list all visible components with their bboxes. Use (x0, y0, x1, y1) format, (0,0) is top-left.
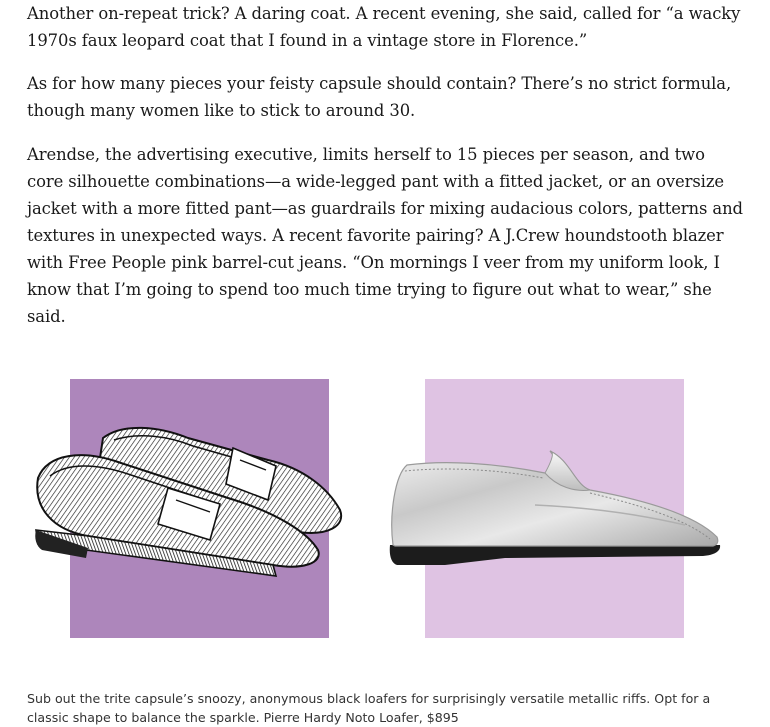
silver-loafer-shape (390, 451, 720, 565)
penny-loafers-illustration (28, 418, 373, 583)
figure-caption: Sub out the trite capsule’s snoozy, anonymous black loafers for surprisingly versatile metallic riffs. Opt for a classic shape to balance the sparkle. Pierre Hardy Noto Loafer, $895 (27, 691, 711, 725)
back-loafer-shape (100, 428, 341, 540)
article-paragraph-1: Another on-repeat trick? A daring coat. A recent evening, she said, called for “a wacky 1970s faux leopard coat that I found in a vintage store in Florence.” (27, 4, 741, 50)
front-loafer-shape (35, 455, 319, 576)
article-paragraph-2: As for how many pieces your feisty capsule should contain? There’s no strict formula, though many women like to stick to around 30. (27, 74, 732, 120)
left-color-swatch (70, 379, 329, 638)
right-color-swatch (425, 379, 684, 638)
silver-loafer-photo (385, 445, 725, 575)
article-paragraph-3: Arendse, the advertising executive, limits herself to 15 pieces per season, and two core silhouette combinations—a wide-legged pant with a fitted jacket, or an oversize jacket with a more fitted pant—as guardrails for mixing audacious colors, patterns and textures in unexpected ways. A recent favorite pairing? A J.Crew houndstooth blazer with Free People pink barrel-cut jeans. “On mornings I veer from my uniform look, I know that I’m going to spend too much time trying to figure out what to wear,” she said. (27, 145, 743, 326)
